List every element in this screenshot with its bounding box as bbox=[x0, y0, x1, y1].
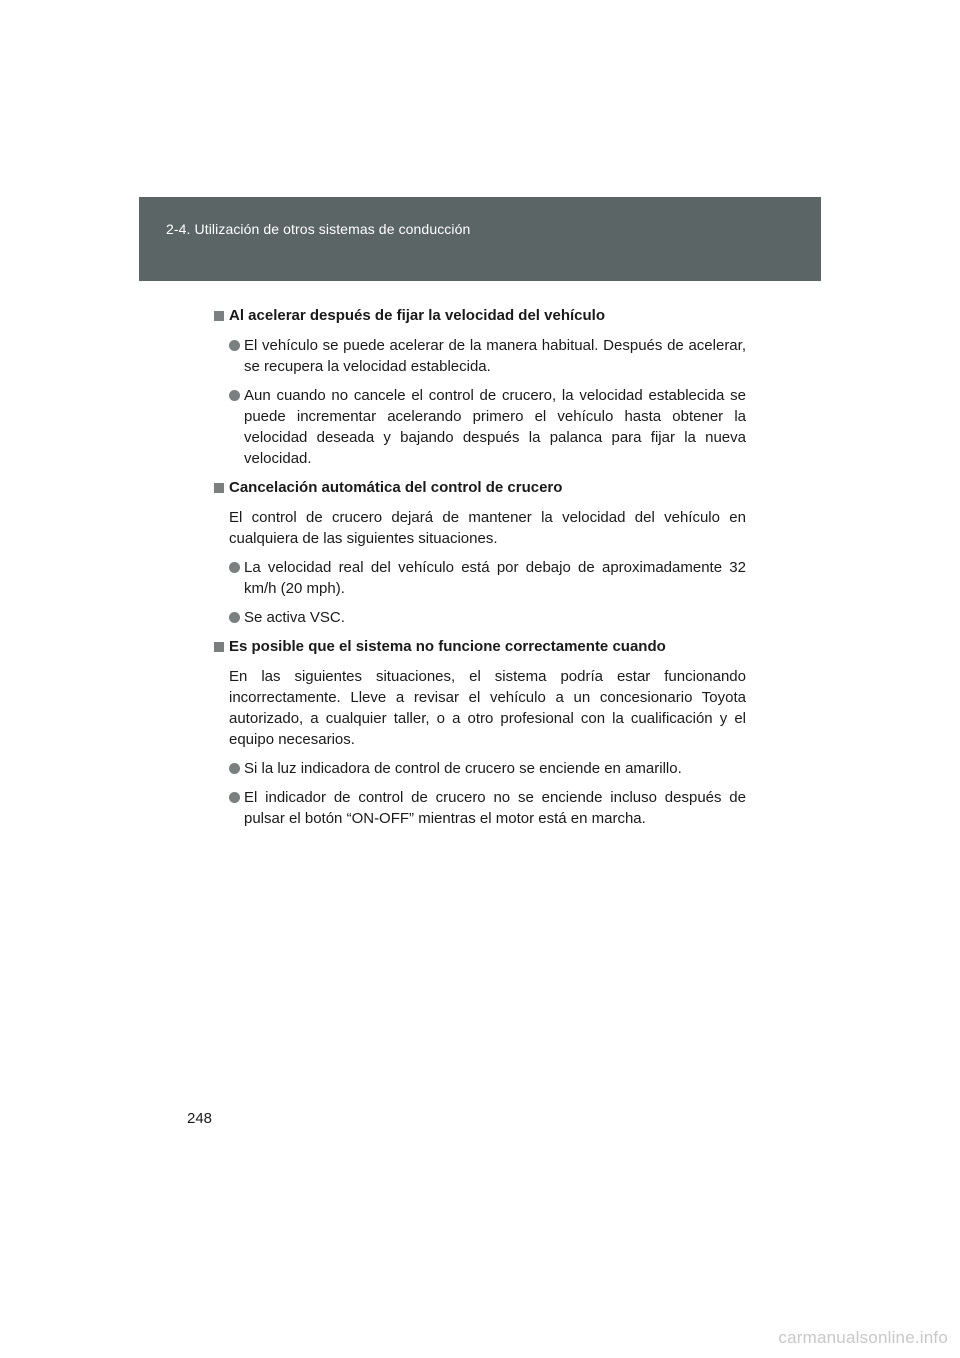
section-heading bbox=[214, 305, 746, 327]
circle-bullet-icon bbox=[229, 763, 240, 774]
section-title: 2-4. Utilización de otros sistemas de conducción bbox=[166, 221, 471, 237]
section-header-band bbox=[139, 197, 821, 281]
page-number: 248 bbox=[187, 1110, 213, 1127]
circle-bullet-icon bbox=[229, 390, 240, 401]
circle-bullet-icon bbox=[229, 612, 240, 623]
section-heading-text: Cancelación automática del control de crucero bbox=[229, 479, 563, 496]
section-heading-text: Es posible que el sistema no funcione correctamente cuando bbox=[229, 638, 666, 655]
list-item-text: El indicador de control de crucero no se enciende incluso después de pulsar el botón “ON-OFF” mientras el motor está en marcha. bbox=[244, 789, 746, 827]
circle-bullet-icon bbox=[229, 340, 240, 351]
section-body bbox=[214, 507, 746, 628]
list-item bbox=[229, 787, 746, 829]
section-body bbox=[214, 666, 746, 829]
section-malfunction bbox=[214, 636, 746, 829]
section-intro: El control de crucero dejará de mantener la velocidad del vehículo en cualquiera de las siguientes situaciones. bbox=[229, 509, 746, 547]
circle-bullet-icon bbox=[229, 562, 240, 573]
watermark: carmanualsonline.info bbox=[778, 1328, 948, 1347]
list-item bbox=[229, 335, 746, 377]
list-item-text: Si la luz indicadora de control de crucero se enciende en amarillo. bbox=[244, 760, 682, 777]
section-heading-text: Al acelerar después de fijar la velocidad del vehículo bbox=[229, 307, 605, 324]
section-intro: En las siguientes situaciones, el sistema podría estar funcionando incorrectamente. Lleve a revisar el vehículo a un concesionario Toyota autorizado, a cualquier taller, o a otro profesional con la cualificación y el equipo necesarios. bbox=[229, 668, 746, 748]
page-content bbox=[214, 305, 746, 837]
section-auto-cancel bbox=[214, 477, 746, 628]
square-bullet-icon bbox=[214, 642, 224, 652]
circle-bullet-icon bbox=[229, 792, 240, 803]
list-item-text: El vehículo se puede acelerar de la manera habitual. Después de acelerar, se recupera la velocidad establecida. bbox=[244, 337, 746, 375]
section-body bbox=[214, 335, 746, 469]
section-accelerate bbox=[214, 305, 746, 469]
square-bullet-icon bbox=[214, 311, 224, 321]
list-item bbox=[229, 758, 746, 779]
list-item-text: Se activa VSC. bbox=[244, 609, 345, 626]
list-item-text: La velocidad real del vehículo está por debajo de aproximadamente 32 km/h (20 mph). bbox=[244, 559, 746, 597]
section-heading bbox=[214, 477, 746, 499]
list-item bbox=[229, 385, 746, 469]
square-bullet-icon bbox=[214, 483, 224, 493]
section-heading bbox=[214, 636, 746, 658]
list-item-text: Aun cuando no cancele el control de crucero, la velocidad establecida se puede incrementar acelerando primero el vehículo hasta obtener la velocidad deseada y bajando después la palanca para fijar la nueva velocidad. bbox=[244, 387, 746, 467]
list-item bbox=[229, 557, 746, 599]
list-item bbox=[229, 607, 746, 628]
